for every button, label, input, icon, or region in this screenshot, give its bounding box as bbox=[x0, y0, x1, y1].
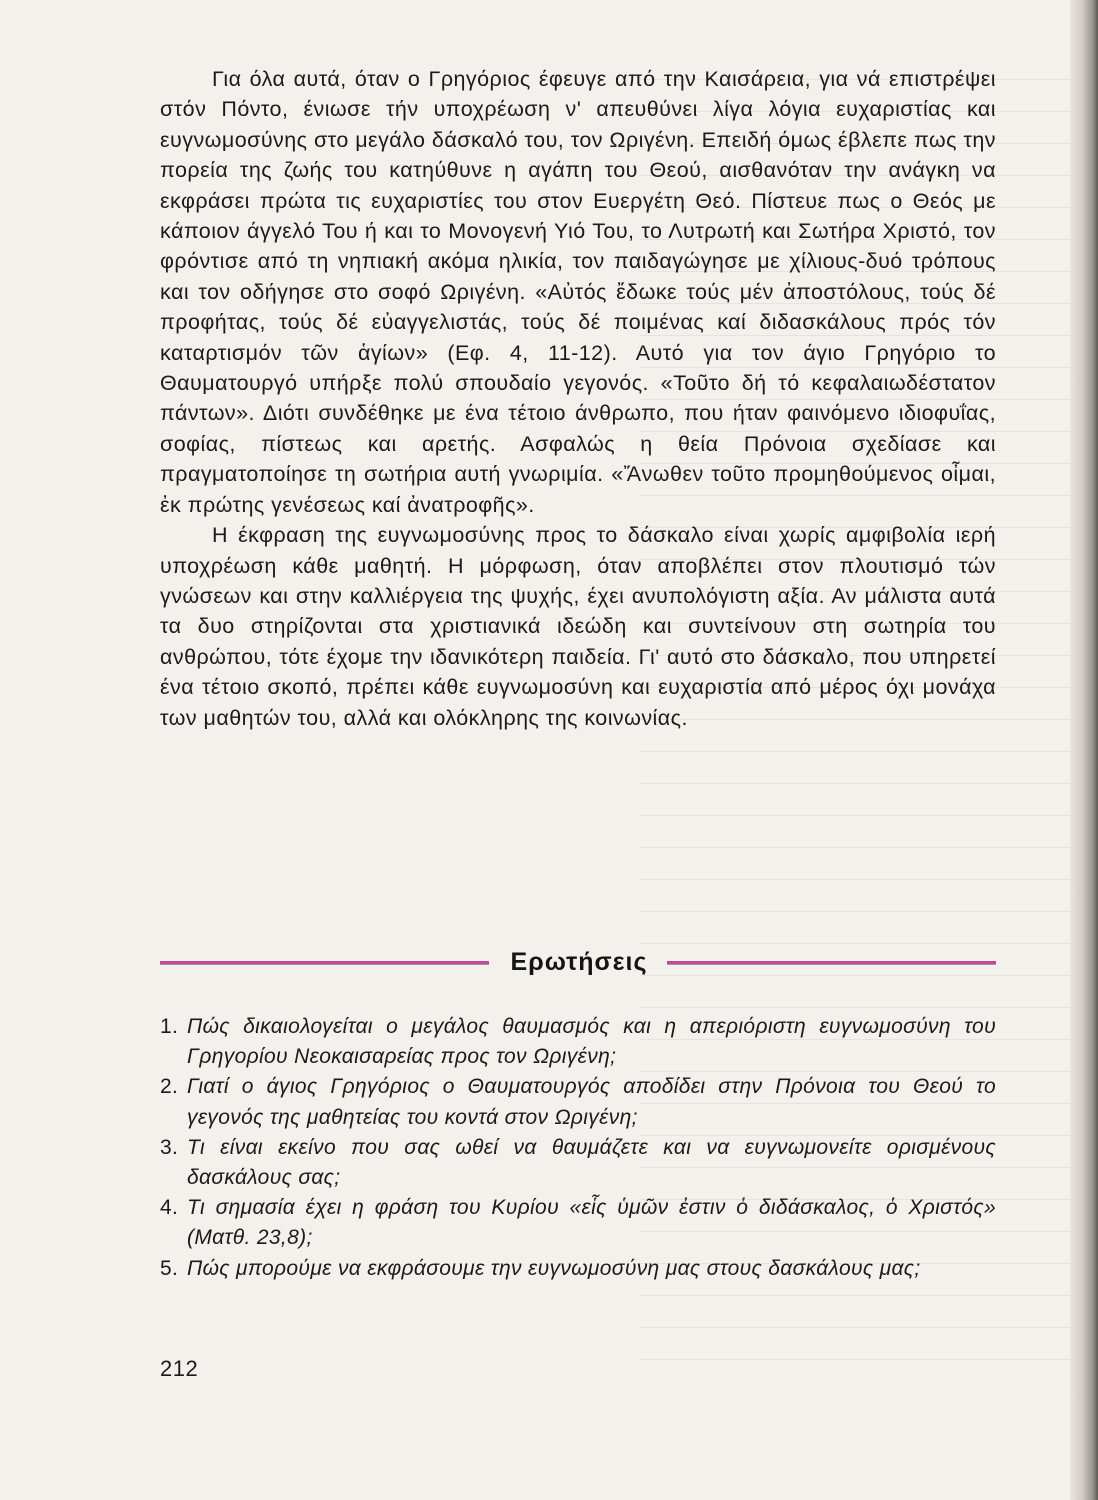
question-item bbox=[160, 1012, 996, 1072]
question-text: Γιατί ο άγιος Γρηγόριος ο Θαυματουργός αποδίδει στην Πρόνοια του Θεού το γεγονός της μαθητείας του κοντά στον Ωριγένη; bbox=[187, 1075, 996, 1129]
page-edge-shadow bbox=[1070, 0, 1098, 1500]
question-item bbox=[160, 1254, 996, 1284]
question-text: Τι σημασία έχει η φράση του Κυρίου «εἷς ὑμῶν ἐστιν ὁ διδάσκαλος, ὁ Χριστός» (Ματθ. 23,8); bbox=[187, 1196, 996, 1250]
question-number: 5. bbox=[160, 1256, 179, 1280]
paragraph-1: Για όλα αυτά, όταν ο Γρηγόριος έφευγε από την Καισάρεια, για νά επιστρέψει στόν Πόντο, ένιωσε τήν υποχρέωση ν' απευθύνει λίγα λόγια ευχαριστίας και ευγνωμοσύνης στο μεγάλο δάσκαλό του, τον Ωριγένη. Επειδή όμως έβλεπε πως την πορεία της ζωής του κατηύθυνε η αγάπη του Θεού, αισθανόταν την ανάγκη να εκφράσει πρώτα τις ευχαριστίες του στον Ευεργέτη Θεό. Πίστευε πως ο Θεός με κάποιον άγγελό Του ή και το Μονογενή Υιό Του, το Λυτρωτή και Σωτήρα Χριστό, τον φρόντισε από τη νηπιακή ακόμα ηλικία, τον παιδαγώγησε με χίλιους-δυό τρόπους και τον οδήγησε στο σοφό Ωριγένη. «Αὐτός ἔδωκε τούς μέν ἀποστόλους, τούς δέ προφήτας, τούς δέ εὐαγγελιστάς, τούς δέ ποιμένας καί διδασκάλους πρός τόν καταρτισμόν τῶν ἁγίων» (Εφ. 4, 11-12). Αυτό για τον άγιο Γρηγόριο το Θαυματουργό υπήρξε πολύ σπουδαίο γεγονός. «Τοῦτο δή τό κεφαλαιωδέστατον πάντων». Διότι συνδέθηκε με ένα τέτοιο άνθρωπο, που ήταν φαινόμενο ιδιοφυΐας, σοφίας, πίστεως και αρετής. Ασφαλώς η θεία Πρόνοια σχεδίασε και πραγματοποίησε τη σωτήρια αυτή γνωριμία. «Ἄνωθεν τοῦτο προμηθούμενος οἶμαι, ἐκ πρώτης γενέσεως καί ἀνατροφῆς». bbox=[160, 67, 996, 517]
question-text: Τι είναι εκείνο που σας ωθεί να θαυμάζετε και να ευγνωμονείτε ορισμένους δασκάλους σας; bbox=[187, 1135, 996, 1190]
questions-header bbox=[160, 942, 996, 982]
questions-rule-left bbox=[160, 961, 489, 965]
question-number: 4. bbox=[160, 1196, 179, 1220]
page-number: 212 bbox=[160, 1356, 199, 1381]
questions-rule-right bbox=[667, 961, 996, 965]
question-text: Πώς μπορούμε να εκφράσουμε την ευγνωμοσύνη μας στους δασκάλους μας; bbox=[187, 1256, 921, 1280]
question-number: 3. bbox=[160, 1135, 179, 1159]
question-number: 1. bbox=[160, 1015, 179, 1038]
questions-title: Ερωτήσεις bbox=[510, 947, 648, 976]
question-item bbox=[160, 1193, 996, 1253]
question-item bbox=[160, 1133, 996, 1193]
question-number: 2. bbox=[160, 1075, 179, 1099]
question-text: Πώς δικαιολογείται ο μεγάλος θαυμασμός και η απεριόριστη ευγνωμοσύνη του Γρηγορίου Νεοκαισαρείας προς τον Ωριγένη; bbox=[187, 1015, 996, 1069]
body-text bbox=[160, 64, 996, 733]
questions-list bbox=[160, 1012, 996, 1284]
question-item bbox=[160, 1072, 996, 1132]
paragraph-2: Η έκφραση της ευγνωμοσύνης προς το δάσκαλο είναι χωρίς αμφιβολία ιερή υποχρέωση κάθε μαθητή. Η μόρφωση, όταν αποβλέπει στον πλουτισμό τών γνώσεων και στην καλλιέργεια της ψυχής, έχει ανυπολόγιστη αξία. Αν μάλιστα αυτά τα δυο στηρίζονται στα χριστιανικά ιδεώδη και συντείνουν στη σωτηρία του ανθρώπου, τότε έχομε την ιδανικότερη παιδεία. Γι' αυτό στο δάσκαλο, που υπηρετεί ένα τέτοιο σκοπό, πρέπει κάθε ευγνωμοσύνη και ευχαριστία από μέρος όχι μονάχα των μαθητών του, αλλά και ολόκληρης της κοινωνίας. bbox=[160, 523, 996, 730]
